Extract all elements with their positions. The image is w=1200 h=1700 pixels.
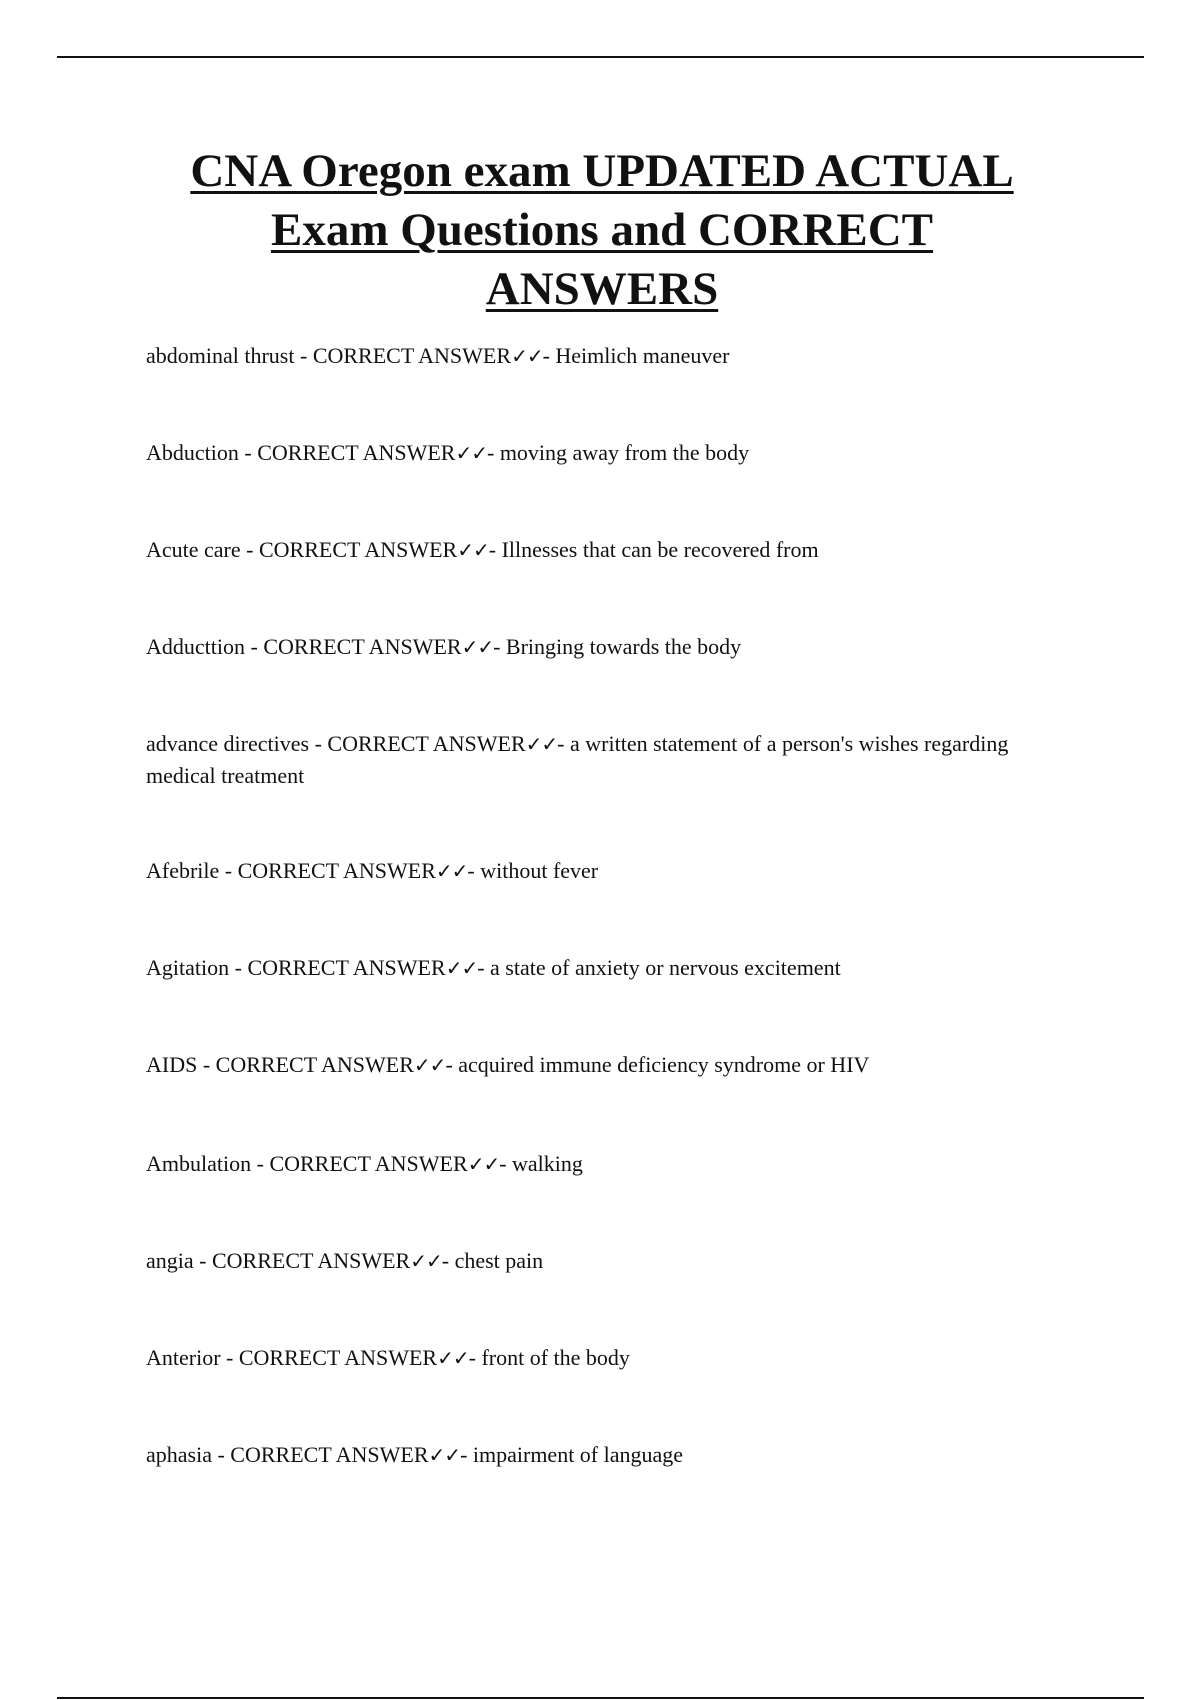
term: Agitation [146,955,230,980]
term-entry [146,340,1056,372]
answer-prefix: - [493,634,506,659]
bottom-rule [57,1697,1144,1699]
definition: impairment of language [472,1442,684,1467]
answer-label: CORRECT ANSWER [215,1052,414,1077]
answer-label: CORRECT ANSWER [327,731,526,756]
separator: - [294,343,313,368]
term: Abduction [146,440,239,465]
answer-label: CORRECT ANSWER [238,1345,438,1370]
answer-label: CORRECT ANSWER [312,343,512,368]
definition: a state of anxiety or nervous excitement [490,955,841,980]
check-marks-icon: ✓✓ [511,344,543,368]
term-entry [146,1439,1056,1471]
answer-label: CORRECT ANSWER [247,955,446,980]
definition: chest pain [454,1248,544,1273]
separator: - [211,1442,231,1467]
separator: - [245,634,264,659]
term: advance directives [146,731,310,756]
document-title [146,142,1058,319]
separator: - [309,731,328,756]
term-entry [146,631,1056,663]
title-line-3: ANSWERS [485,263,719,315]
definition: Heimlich maneuver [555,343,730,368]
check-marks-icon: ✓✓ [437,1346,469,1370]
check-marks-icon: ✓✓ [455,441,487,465]
answer-prefix: - [486,440,500,465]
answer-prefix: - [542,343,556,368]
definition: Illnesses that can be recovered from [501,537,819,562]
separator: - [219,858,238,883]
answer-prefix: - [477,955,491,980]
term-entry [146,1245,1056,1277]
definition: walking [512,1151,583,1176]
term: Ambulation [146,1151,252,1176]
term-entry [146,1049,1056,1081]
separator: - [240,537,259,562]
check-marks-icon: ✓✓ [413,1053,446,1077]
term: aphasia [146,1442,212,1467]
separator: - [193,1248,212,1273]
answer-label: CORRECT ANSWER [211,1248,411,1273]
answer-prefix: - [488,537,502,562]
answer-label: CORRECT ANSWER [269,1151,468,1176]
answer-prefix: - [441,1248,455,1273]
definition: acquired immune deficiency syndrome or HIV [458,1052,870,1077]
answer-label: CORRECT ANSWER [258,537,458,562]
term-entry [146,437,1056,469]
answer-label: CORRECT ANSWER [230,1442,429,1467]
separator: - [238,440,258,465]
check-marks-icon: ✓✓ [445,956,478,980]
term: Adducttion [146,634,245,659]
term-entry [146,952,1056,984]
term-entry [146,855,1056,887]
term: Acute care [146,537,241,562]
term-entry [146,1342,1056,1374]
check-marks-icon: ✓✓ [428,1443,461,1467]
term: AIDS [146,1052,198,1077]
term: angia [146,1248,194,1273]
check-marks-icon: ✓✓ [410,1249,442,1273]
definition: Bringing towards the body [505,634,742,659]
term: Anterior [146,1345,221,1370]
term: Afebrile [146,858,220,883]
answer-label: CORRECT ANSWER [257,440,456,465]
top-rule [57,56,1144,58]
answer-label: CORRECT ANSWER [237,858,436,883]
check-marks-icon: ✓✓ [461,635,494,659]
term-entry [146,728,1056,792]
term-entry [146,534,1056,566]
definition: front of the body [481,1345,630,1370]
answer-prefix: - [445,1052,459,1077]
definition: without fever [480,858,599,883]
title-line-2: Exam Questions and CORRECT [270,204,934,256]
answer-prefix: - [467,858,481,883]
check-marks-icon: ✓✓ [525,732,558,756]
answer-prefix: - [460,1442,473,1467]
answer-label: CORRECT ANSWER [263,634,462,659]
title-line-1: CNA Oregon exam UPDATED ACTUAL [190,145,1014,197]
separator: - [251,1151,270,1176]
separator: - [197,1052,216,1077]
definition: moving away from the body [499,440,750,465]
check-marks-icon: ✓✓ [435,859,468,883]
term-entry [146,1148,1056,1180]
term: abdominal thrust [146,343,295,368]
separator: - [220,1345,239,1370]
separator: - [229,955,248,980]
answer-prefix: - [557,731,570,756]
answer-prefix: - [499,1151,513,1176]
answer-prefix: - [468,1345,482,1370]
definition: a written statement of a person's wishes regarding medical treatment [146,731,1009,788]
check-marks-icon: ✓✓ [467,1152,500,1176]
check-marks-icon: ✓✓ [457,538,489,562]
